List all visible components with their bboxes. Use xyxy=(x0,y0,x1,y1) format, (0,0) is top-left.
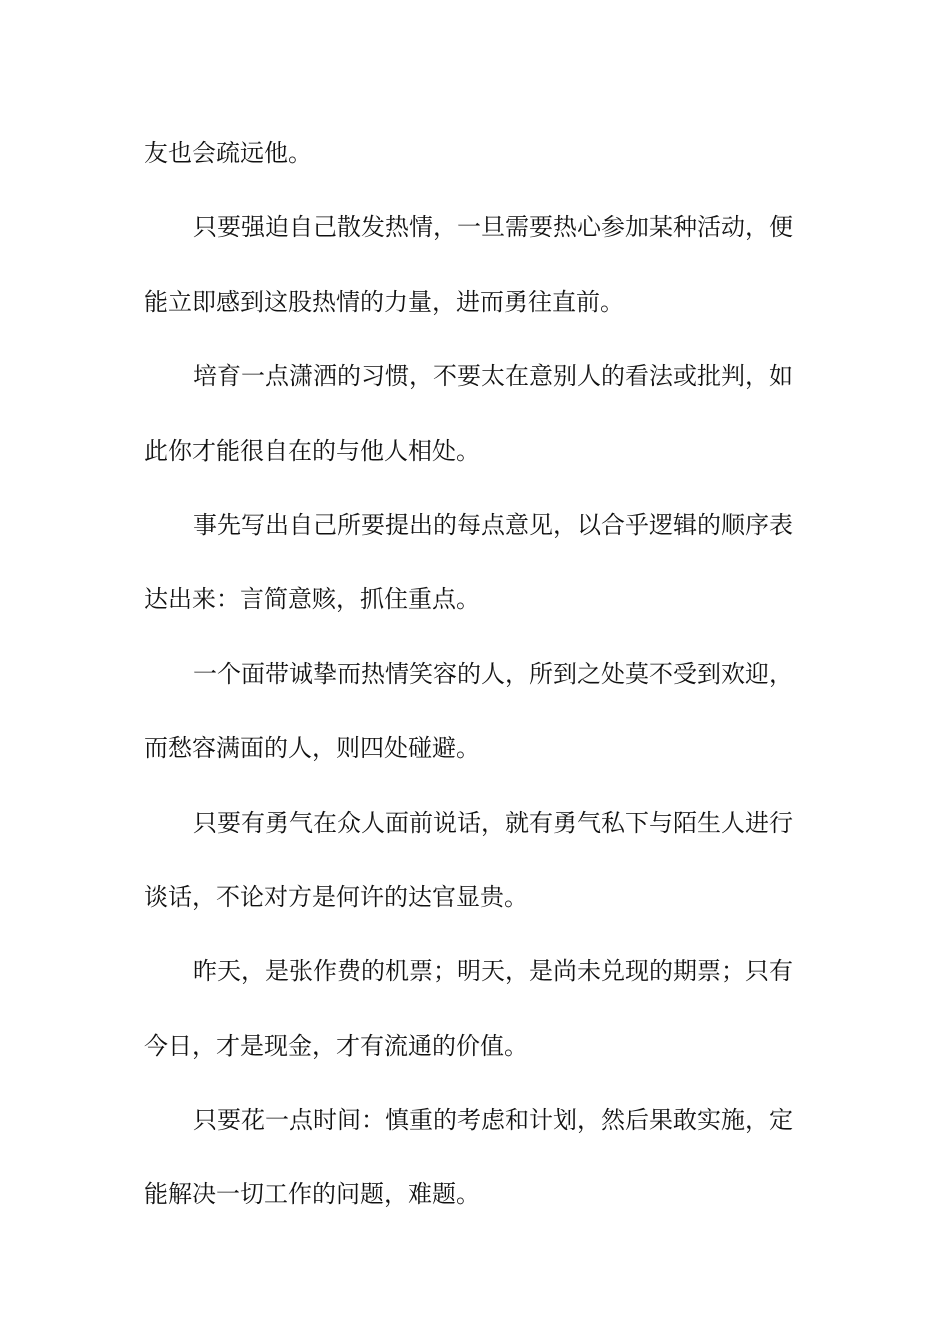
text-line: 能立即感到这股热情的力量，进而勇往直前。 xyxy=(144,287,624,316)
text-line: 谈话，不论对方是何许的达官显贵。 xyxy=(144,882,528,911)
paragraph-first-line: 一个面带诚挚而热情笑容的人，所到之处莫不受到欢迎， xyxy=(193,659,793,688)
text-line: 此你才能很自在的与他人相处。 xyxy=(144,436,480,465)
text-line: 而愁容满面的人，则四处碰避。 xyxy=(144,734,480,763)
body-text xyxy=(144,123,806,1239)
text-line: 能解决一切工作的问题，难题。 xyxy=(144,1180,480,1209)
paragraph-first-line: 只要强迫自己散发热情，一旦需要热心参加某种活动，便 xyxy=(193,213,793,242)
text-line: 达出来：言简意赅，抓住重点。 xyxy=(144,585,480,614)
paragraph-first-line: 只要花一点时间：慎重的考虑和计划，然后果敢实施，定 xyxy=(193,1106,793,1135)
text-line: 今日，才是现金，才有流通的价值。 xyxy=(144,1031,528,1060)
paragraph-first-line: 昨天，是张作费的机票；明天，是尚未兑现的期票；只有 xyxy=(193,957,793,986)
text-line: 友也会疏远他。 xyxy=(144,139,312,167)
paragraph-first-line: 培育一点潇洒的习惯，不要太在意别人的看法或批判，如 xyxy=(193,362,793,391)
paragraph-first-line: 只要有勇气在众人面前说话，就有勇气私下与陌生人进行 xyxy=(193,808,793,837)
paragraph-first-line: 事先写出自己所要提出的每点意见，以合乎逻辑的顺序表 xyxy=(193,510,793,539)
